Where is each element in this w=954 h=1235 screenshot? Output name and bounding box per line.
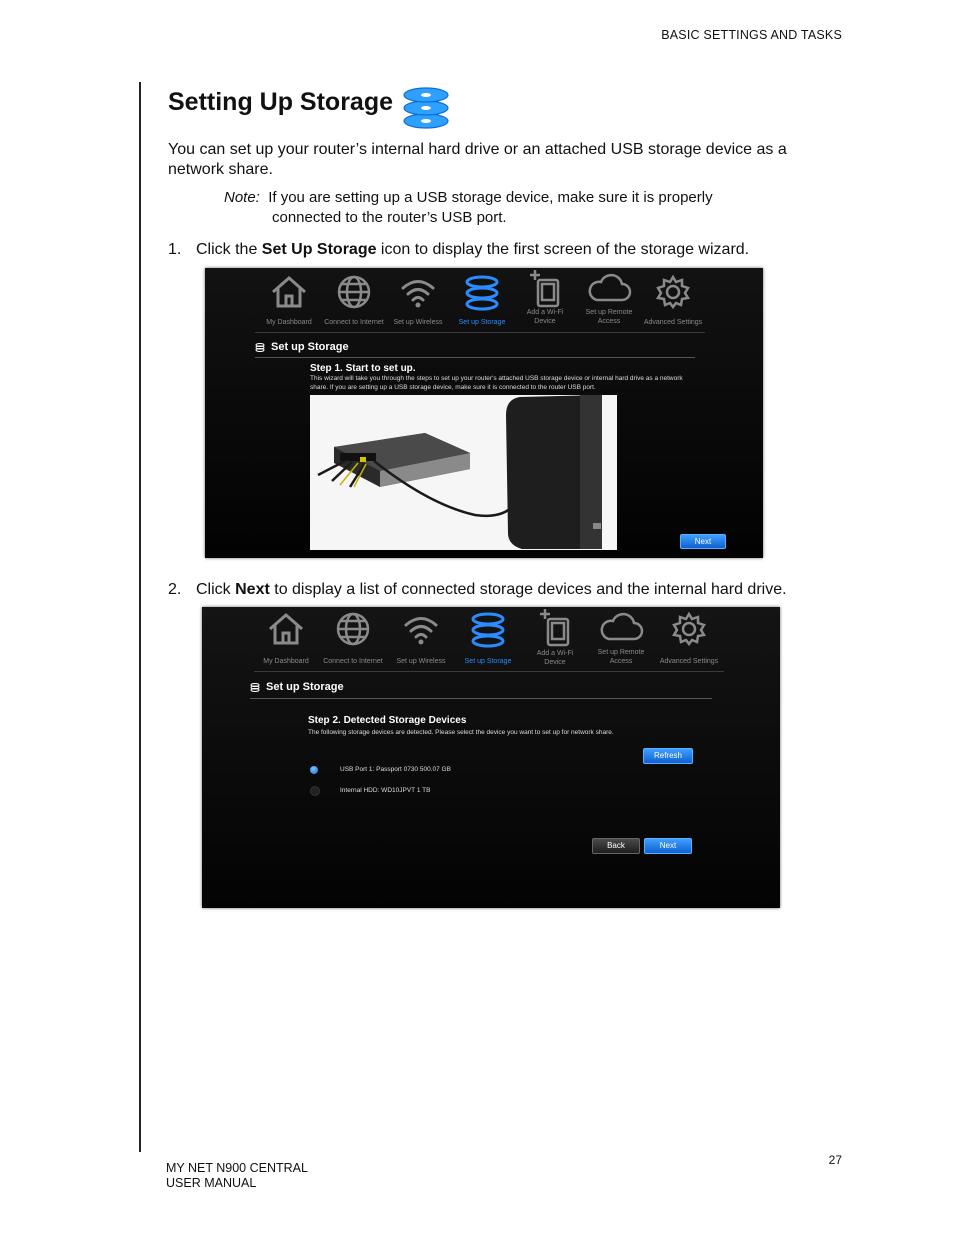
running-header: BASIC SETTINGS AND TASKS	[661, 28, 842, 42]
nav-storage[interactable]: Set up Storage	[451, 274, 513, 327]
nav-storage[interactable]: Set up Storage	[456, 611, 520, 666]
storage-icon	[470, 611, 506, 649]
cloud-icon	[586, 272, 632, 306]
home-icon	[269, 274, 309, 310]
nav-wireless[interactable]: Set up Wireless	[389, 274, 447, 327]
nav-connect-internet[interactable]: Connect to Internet	[319, 274, 389, 327]
globe-icon	[335, 611, 371, 647]
top-nav	[202, 607, 780, 671]
nav-remote-access[interactable]: Set up Remote Access	[579, 272, 639, 326]
note-label: Note:	[224, 189, 260, 206]
storage-icon	[464, 274, 500, 312]
section-title: Set up Storage	[255, 341, 349, 353]
page-number: 27	[828, 1153, 842, 1167]
refresh-button[interactable]: Refresh	[643, 748, 693, 764]
footer-title: MY NET N900 CENTRAL USER MANUAL	[166, 1161, 308, 1190]
gear-icon	[655, 274, 691, 310]
next-button[interactable]: Next	[680, 534, 726, 549]
wireless-icon	[399, 274, 437, 310]
globe-icon	[336, 274, 372, 310]
margin-rule	[139, 82, 141, 1152]
step-description: This wizard will take you through the steps to set up your router's attached USB storage device or internal hard drive as a network share. If you are setting up a USB storage device, make sure it is connected to the router USB port.	[310, 375, 683, 391]
nav-add-wifi-device[interactable]: Add a Wi-Fi Device	[524, 607, 586, 667]
storage-icon	[401, 86, 451, 135]
cloud-icon	[598, 611, 644, 645]
nav-my-dashboard[interactable]: My Dashboard	[259, 274, 319, 327]
router-drive-illustration	[310, 395, 617, 550]
step-2: 2. Click Next to display a list of connected storage devices and the internal hard drive.	[168, 581, 787, 598]
section-title: Set up Storage	[250, 681, 344, 693]
gear-icon	[671, 611, 707, 647]
section-divider	[250, 698, 712, 699]
step-title: Step 2. Detected Storage Devices	[308, 715, 467, 726]
step-title: Step 1. Start to set up.	[310, 363, 416, 374]
intro-paragraph: You can set up your router’s internal hard drive or an attached USB storage device as a network share.	[168, 141, 787, 178]
note-block	[224, 188, 713, 228]
note-line-2: connected to the router’s USB port.	[272, 209, 507, 226]
page-title: Setting Up Storage	[168, 88, 394, 116]
step-1: 1. Click the Set Up Storage icon to display the first screen of the storage wizard.	[168, 241, 750, 258]
back-button[interactable]: Back	[592, 838, 640, 854]
storage-small-icon	[250, 683, 260, 692]
note-line-1: If you are setting up a USB storage device, make sure it is properly	[268, 189, 713, 206]
device-label-usb: USB Port 1: Passport 0730 500.07 GB	[340, 766, 451, 773]
storage-small-icon	[255, 343, 265, 352]
next-button[interactable]: Next	[644, 838, 692, 854]
wireless-icon	[402, 611, 440, 647]
nav-my-dashboard[interactable]: My Dashboard	[254, 611, 318, 666]
step-description: The following storage devices are detected. Please select the device you want to set up for network share.	[308, 729, 614, 736]
nav-divider	[254, 671, 724, 672]
nav-divider	[255, 332, 705, 333]
nav-remote-access[interactable]: Set up Remote Access	[590, 611, 652, 666]
home-icon	[266, 611, 306, 647]
nav-wireless[interactable]: Set up Wireless	[390, 611, 452, 666]
tablet-add-icon	[535, 607, 575, 647]
device-label-internal: Internal HDD: WD10JPVT 1 TB	[340, 787, 431, 794]
device-radio-usb[interactable]	[310, 766, 318, 774]
tablet-add-icon	[525, 268, 565, 308]
top-nav	[205, 268, 763, 332]
device-radio-internal[interactable]	[310, 786, 320, 796]
nav-add-wifi-device[interactable]: Add a Wi-Fi Device	[515, 268, 575, 326]
nav-connect-internet[interactable]: Connect to Internet	[318, 611, 388, 666]
screenshot-step-2	[202, 607, 780, 908]
nav-advanced-settings[interactable]: Advanced Settings	[654, 611, 724, 666]
nav-advanced-settings[interactable]: Advanced Settings	[639, 274, 707, 327]
screenshot-step-1	[205, 268, 763, 558]
section-divider	[255, 357, 695, 358]
